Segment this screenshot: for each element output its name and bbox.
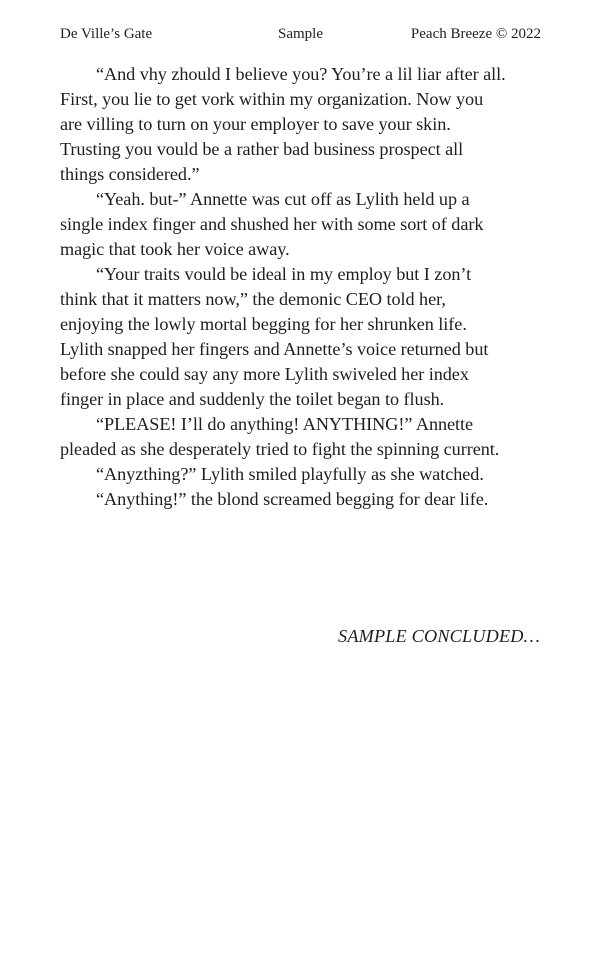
- paragraph: “PLEASE! I’ll do anything! ANYTHING!” Annette pleaded as she desperately tried to fight the spinning current.: [60, 414, 500, 459]
- header-book-title: De Ville’s Gate: [60, 26, 153, 42]
- paragraph: “And vhy zhould I believe you? You’re a lil liar after all. First, you lie to get vork within my organization. Now you are villing to turn on your employer to save your skin. Trusting you vould be a rather bad business prospect all things considered.”: [60, 64, 506, 184]
- header-author-copyright: Peach Breeze © 2022: [410, 26, 541, 42]
- sample-concluded-note: SAMPLE CONCLUDED…: [338, 626, 540, 646]
- paragraph: “Yeah. but-” Annette was cut off as Lylith held up a single index finger and shushed her with some sort of dark magic that took her voice away.: [60, 189, 484, 259]
- paragraph: “Anyzthing?” Lylith smiled playfully as she watched.: [96, 464, 484, 484]
- paragraph: “Anything!” the blond screamed begging for dear life.: [96, 489, 489, 509]
- paragraph: “Your traits vould be ideal in my employ but I zon’t think that it matters now,” the demonic CEO told her, enjoying the lowly mortal begging for her shrunken life. Lylith snapped her fingers and Annette’s voice returned but before she could say any more Lylith swiveled her index finger in place and suddenly the toilet began to flush.: [60, 264, 489, 409]
- page-header: [60, 24, 541, 44]
- story-body: [60, 62, 508, 512]
- header-section-label: Sample: [278, 26, 323, 42]
